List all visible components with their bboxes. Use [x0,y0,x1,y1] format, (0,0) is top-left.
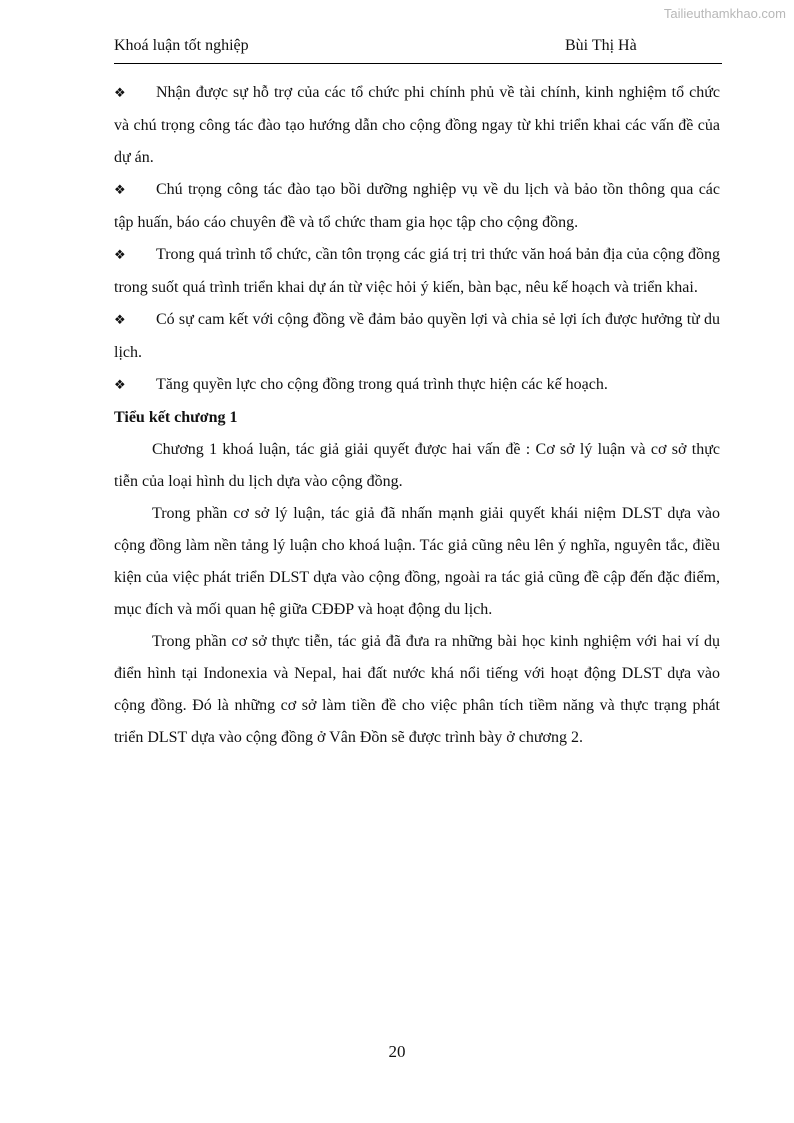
header-title: Khoá luận tốt nghiệp [114,37,249,54]
bullet-item [114,239,720,304]
document-body [114,77,720,754]
page-number: 20 [388,1042,406,1061]
bullet-item [114,174,720,239]
page-header [114,37,722,64]
paragraph: Trong phần cơ sở lý luận, tác giả đã nhấn mạnh giải quyết khái niệm DLST dựa vào cộng đồng làm nền tảng lý luận cho khoá luận. Tác giả cũng nêu lên ý nghĩa, nguyên tắc, điều kiện của việc phát triển DLST dựa vào cộng đồng, ngoài ra tác giả cũng đề cập đến đặc điểm, mục đích và mối quan hệ giữa CĐĐP và hoạt động du lịch. [114,505,720,618]
diamond-bullet-icon: ❖ [114,378,126,393]
bullet-text: Nhận được sự hỗ trợ của các tổ chức phi chính phủ về tài chính, kinh nghiệm tổ chức và chú trọng công tác đào tạo hướng dẫn cho cộng đồng ngay từ khi triển khai các vấn đề của dự án. [114,84,720,166]
bullet-item [114,304,720,369]
bullet-text: Trong quá trình tổ chức, cần tôn trọng các giá trị tri thức văn hoá bản địa của cộng đồng trong suốt quá trình triển khai dự án từ việc hỏi ý kiến, bàn bạc, nêu kế hoạch và triển khai. [114,246,720,296]
header-author: Bùi Thị Hà [565,37,637,54]
diamond-bullet-icon: ❖ [114,183,126,198]
diamond-bullet-icon: ❖ [114,313,126,328]
diamond-bullet-icon: ❖ [114,248,126,263]
bullet-text: Có sự cam kết với cộng đồng về đảm bảo quyền lợi và chia sẻ lợi ích được hưởng từ du lịch. [114,311,720,361]
bullet-item [114,77,720,174]
diamond-bullet-icon: ❖ [114,86,126,101]
paragraph: Trong phần cơ sở thực tiễn, tác giả đã đưa ra những bài học kinh nghiệm với hai ví dụ điển hình tại Indonexia và Nepal, hai đất nước khá nổi tiếng với hoạt động DLST dựa vào cộng đồng. Đó là những cơ sở làm tiền đề cho việc phân tích tiềm năng và thực trạng phát triển DLST dựa vào cộng đồng ở Vân Đồn sẽ được trình bày ở chương 2. [114,633,720,746]
bullet-item [114,369,720,402]
watermark: Tailieuthamkhao.com [663,6,786,21]
section-heading: Tiểu kết chương 1 [114,409,238,426]
bullet-text: Chú trọng công tác đào tạo bồi dưỡng nghiệp vụ về du lịch và bảo tồn thông qua các tập huấn, báo cáo chuyên đề và tổ chức tham gia học tập cho cộng đồng. [114,181,720,231]
bullet-text: Tăng quyền lực cho cộng đồng trong quá trình thực hiện các kế hoạch. [156,376,608,393]
paragraph: Chương 1 khoá luận, tác giả giải quyết được hai vấn đề : Cơ sở lý luận và cơ sở thực tiễn của loại hình du lịch dựa vào cộng đồng. [114,441,720,490]
